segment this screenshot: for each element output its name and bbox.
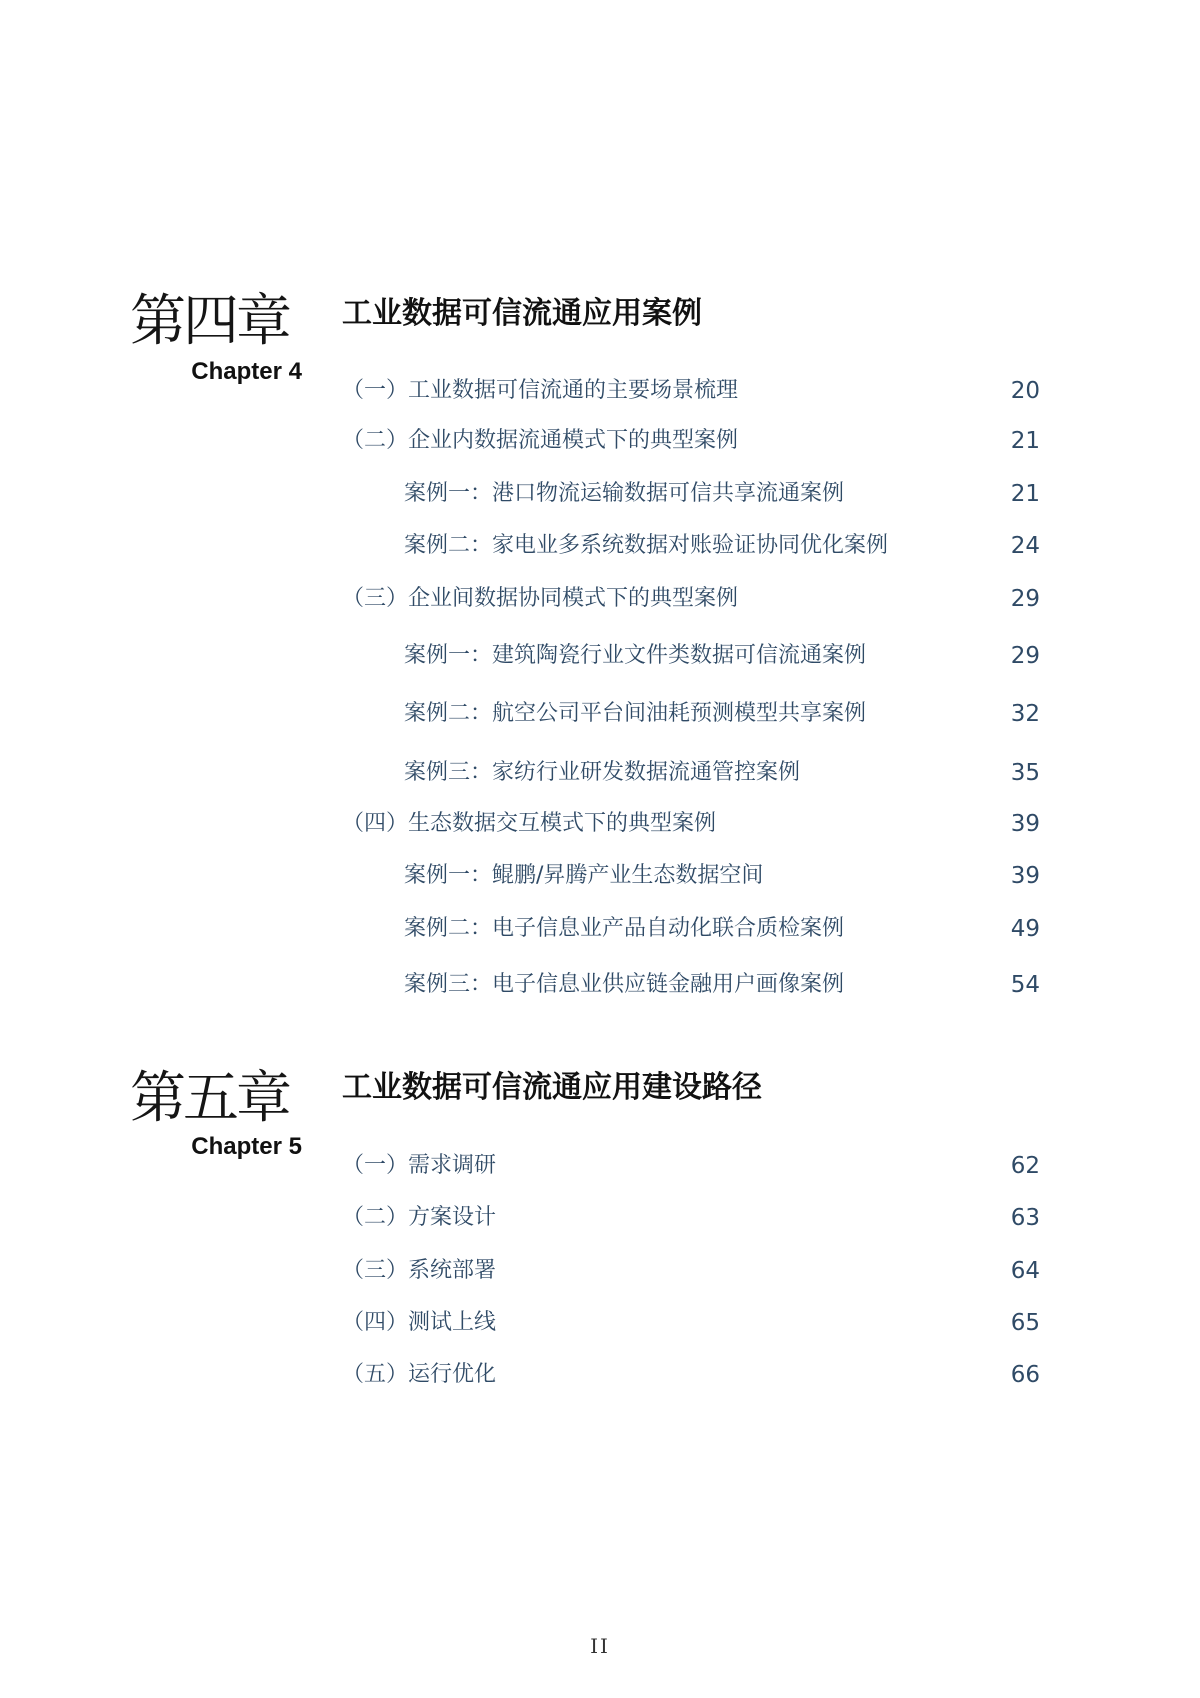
toc-item[interactable] <box>0 1151 1200 1181</box>
toc-item[interactable] <box>0 1308 1200 1338</box>
toc-item[interactable] <box>0 1203 1200 1233</box>
toc-item-label: 案例一：鲲鹏/昇腾产业生态数据空间 <box>404 863 764 888</box>
toc-subitem[interactable] <box>0 531 1200 561</box>
toc-item-page: 65 <box>1010 1310 1040 1336</box>
chapter-title[interactable]: 工业数据可信流通应用案例 <box>342 296 702 331</box>
toc-item-page: 21 <box>1010 481 1040 507</box>
toc-subitem[interactable] <box>0 861 1200 891</box>
toc-item[interactable] <box>0 376 1200 406</box>
toc-item[interactable] <box>0 426 1200 456</box>
toc-item-page: 39 <box>1010 863 1040 889</box>
toc-item-page: 29 <box>1010 586 1040 612</box>
toc-item-page: 49 <box>1010 916 1040 942</box>
toc-item-page: 20 <box>1010 378 1040 404</box>
toc-item-label: （三）企业间数据协同模式下的典型案例 <box>342 586 739 611</box>
toc-item-label: 案例三：家纺行业研发数据流通管控案例 <box>404 760 801 785</box>
toc-item-page: 54 <box>1010 972 1040 998</box>
chapter-heading-en: Chapter 4 <box>191 358 302 385</box>
chapter-heading-cn: 第四章 <box>130 289 289 354</box>
toc-item-page: 35 <box>1010 760 1040 786</box>
toc-item-label: （二）方案设计 <box>342 1205 497 1230</box>
toc-subitem[interactable] <box>0 970 1200 1000</box>
toc-item-page: 66 <box>1010 1362 1040 1388</box>
toc-item-label: 案例二：家电业多系统数据对账验证协同优化案例 <box>404 533 889 558</box>
toc-item-page: 62 <box>1010 1153 1040 1179</box>
toc-item-label: 案例三：电子信息业供应链金融用户画像案例 <box>404 972 845 997</box>
toc-item[interactable] <box>0 809 1200 839</box>
toc-item-page: 63 <box>1010 1205 1040 1231</box>
chapter-heading-en: Chapter 5 <box>191 1133 302 1160</box>
toc-item-label: 案例一：港口物流运输数据可信共享流通案例 <box>404 481 845 506</box>
toc-item-page: 39 <box>1010 811 1040 837</box>
page-number: II <box>590 1634 610 1658</box>
chapter-title[interactable]: 工业数据可信流通应用建设路径 <box>342 1070 762 1105</box>
toc-subitem[interactable] <box>0 479 1200 509</box>
toc-item-label: （一）需求调研 <box>342 1153 497 1178</box>
toc-item-page: 21 <box>1010 428 1040 454</box>
toc-item-label: （五）运行优化 <box>342 1362 497 1387</box>
toc-subitem[interactable] <box>0 641 1200 671</box>
toc-item-label: （四）生态数据交互模式下的典型案例 <box>342 811 717 836</box>
toc-item-label: 案例一：建筑陶瓷行业文件类数据可信流通案例 <box>404 643 867 668</box>
toc-subitem[interactable] <box>0 758 1200 788</box>
chapter-heading-cn: 第五章 <box>130 1066 289 1131</box>
toc-item-label: （三）系统部署 <box>342 1258 497 1283</box>
toc-item-label: （四）测试上线 <box>342 1310 497 1335</box>
toc-item[interactable] <box>0 1360 1200 1390</box>
toc-item[interactable] <box>0 1256 1200 1286</box>
toc-item-label: （一）工业数据可信流通的主要场景梳理 <box>342 378 739 403</box>
toc-item-label: 案例二：电子信息业产品自动化联合质检案例 <box>404 916 845 941</box>
toc-subitem[interactable] <box>0 914 1200 944</box>
toc-item-page: 24 <box>1010 533 1040 559</box>
toc-item-page: 64 <box>1010 1258 1040 1284</box>
toc-item-page: 32 <box>1010 701 1040 727</box>
toc-item-label: （二）企业内数据流通模式下的典型案例 <box>342 428 739 453</box>
toc-item-page: 29 <box>1010 643 1040 669</box>
toc-item[interactable] <box>0 584 1200 614</box>
toc-item-label: 案例二：航空公司平台间油耗预测模型共享案例 <box>404 701 867 726</box>
toc-subitem[interactable] <box>0 699 1200 729</box>
